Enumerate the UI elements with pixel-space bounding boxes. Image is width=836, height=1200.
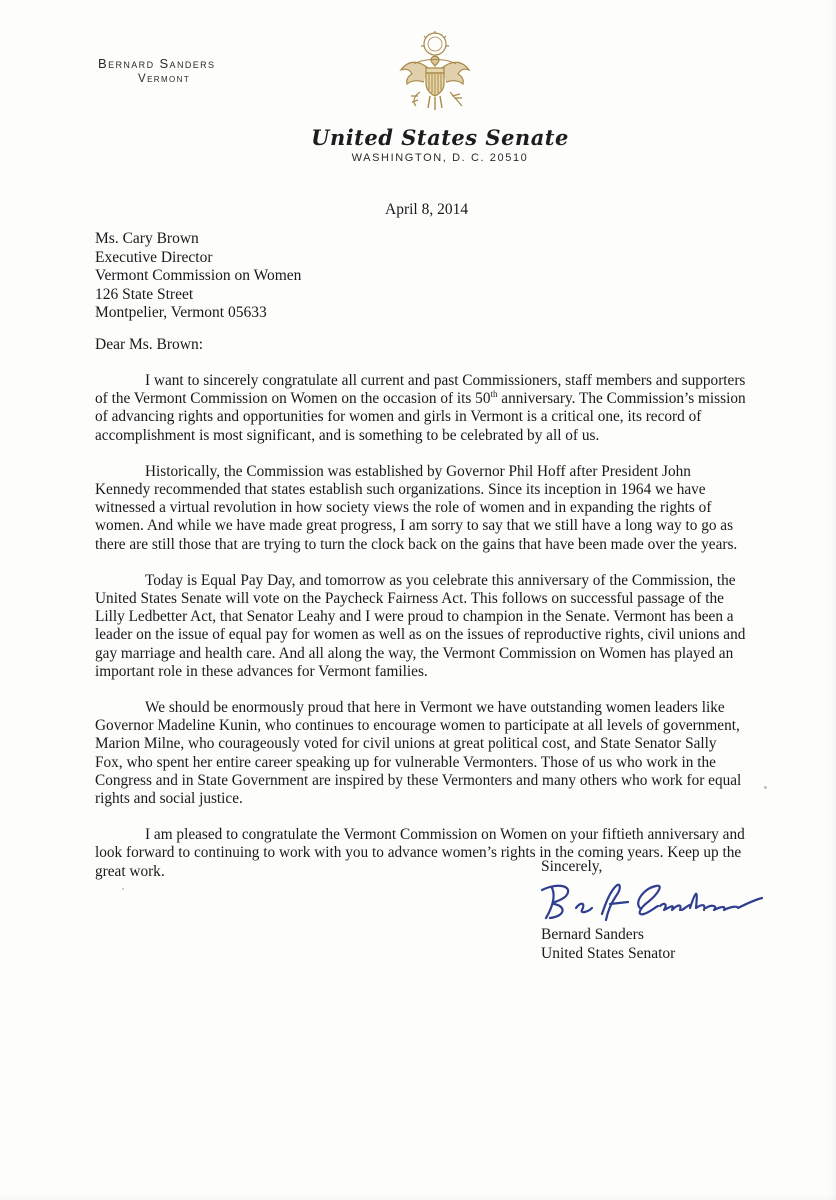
recipient-line: Montpelier, Vermont 05633: [95, 304, 267, 322]
body-text: I want to sincerely congratulate all current and past Commissioners, staff members and supporters of the Vermont Commission on Women on the occasion of its 50: [95, 372, 746, 408]
letter-body: [95, 372, 747, 899]
recipient-line: Ms. Cary Brown: [95, 230, 199, 247]
sender-block: [98, 56, 215, 85]
closing: Sincerely,: [541, 858, 603, 875]
sender-state: Vermont: [138, 73, 191, 85]
body-text: anniversary. The Commission’s mission of advancing rights and opportunities for women and girls in Vermont is a critical one, its record of accomplishment is most significant, and is something to be celebrated by all of us.: [95, 390, 746, 444]
senate-address: WASHINGTON, D. C. 20510: [351, 152, 529, 164]
letter-date: April 8, 2014: [385, 201, 469, 218]
signature-image: [532, 878, 768, 926]
recipient-line: 126 State Street: [95, 285, 194, 303]
sender-name: Bernard Sanders: [98, 56, 216, 71]
signer-block: [541, 926, 675, 963]
body-paragraph: Historically, the Commission was established by Governor Phil Hoff after President John Kennedy recommended that states establish such organizations. Since its inception in 1964 we have witnessed a virtual revolution in how society views the role of women and in expanding the rights of women. And while we have made great progress, I am sorry to say that we still have a long way to go as there are still those that are trying to turn the clock back on the gains that have been made over the years.: [95, 462, 738, 553]
recipient-line: Vermont Commission on Women: [95, 267, 302, 285]
body-paragraph: We should be enormously proud that here in Vermont we have outstanding women leaders like Governor Madeline Kunin, who continues to encourage women to participate at all levels of government, Marion Milne, who courageously voted for civil unions at great political cost, and State Senator Sally Fox, who spent her entire career speaking up for vulnerable Vermonters. Those of us who work in the Congress and in State Government are inspired by these Vermonters and many others who work for equal rights and social justice.: [95, 699, 742, 808]
recipient-line: Executive Director: [95, 248, 213, 266]
body-paragraph: I am pleased to congratulate the Vermont Commission on Women on your fiftieth anniversary and look forward to continuing to work with you to advance women’s rights in the coming years. Keep up the great work.: [95, 826, 745, 880]
signer-name: Bernard Sanders: [541, 926, 644, 943]
body-paragraph: Today is Equal Pay Day, and tomorrow as you celebrate this anniversary of the Commission, the United States Senate will vote on the Paycheck Fairness Act. This follows on successful passage of the Lilly Ledbetter Act, that Senator Leahy and I were proud to champion in the Senate. Vermont has been a leader on the issue of equal pay for women as well as on the issues of reproductive rights, civil unions and gay marriage and health care. And all along the way, the Vermont Commission on Women has played an important role in these advances for Vermont families.: [95, 571, 746, 680]
ordinal-suffix: th: [490, 389, 498, 400]
great-seal-icon: [398, 30, 472, 114]
senate-title: United States Senate: [311, 125, 569, 150]
recipient-address: [95, 230, 301, 323]
salutation: Dear Ms. Brown:: [95, 336, 204, 353]
signer-title: United States Senator: [541, 944, 676, 962]
scan-speck: [122, 888, 124, 890]
scan-speck: [764, 786, 767, 789]
body-paragraph: [95, 372, 747, 445]
